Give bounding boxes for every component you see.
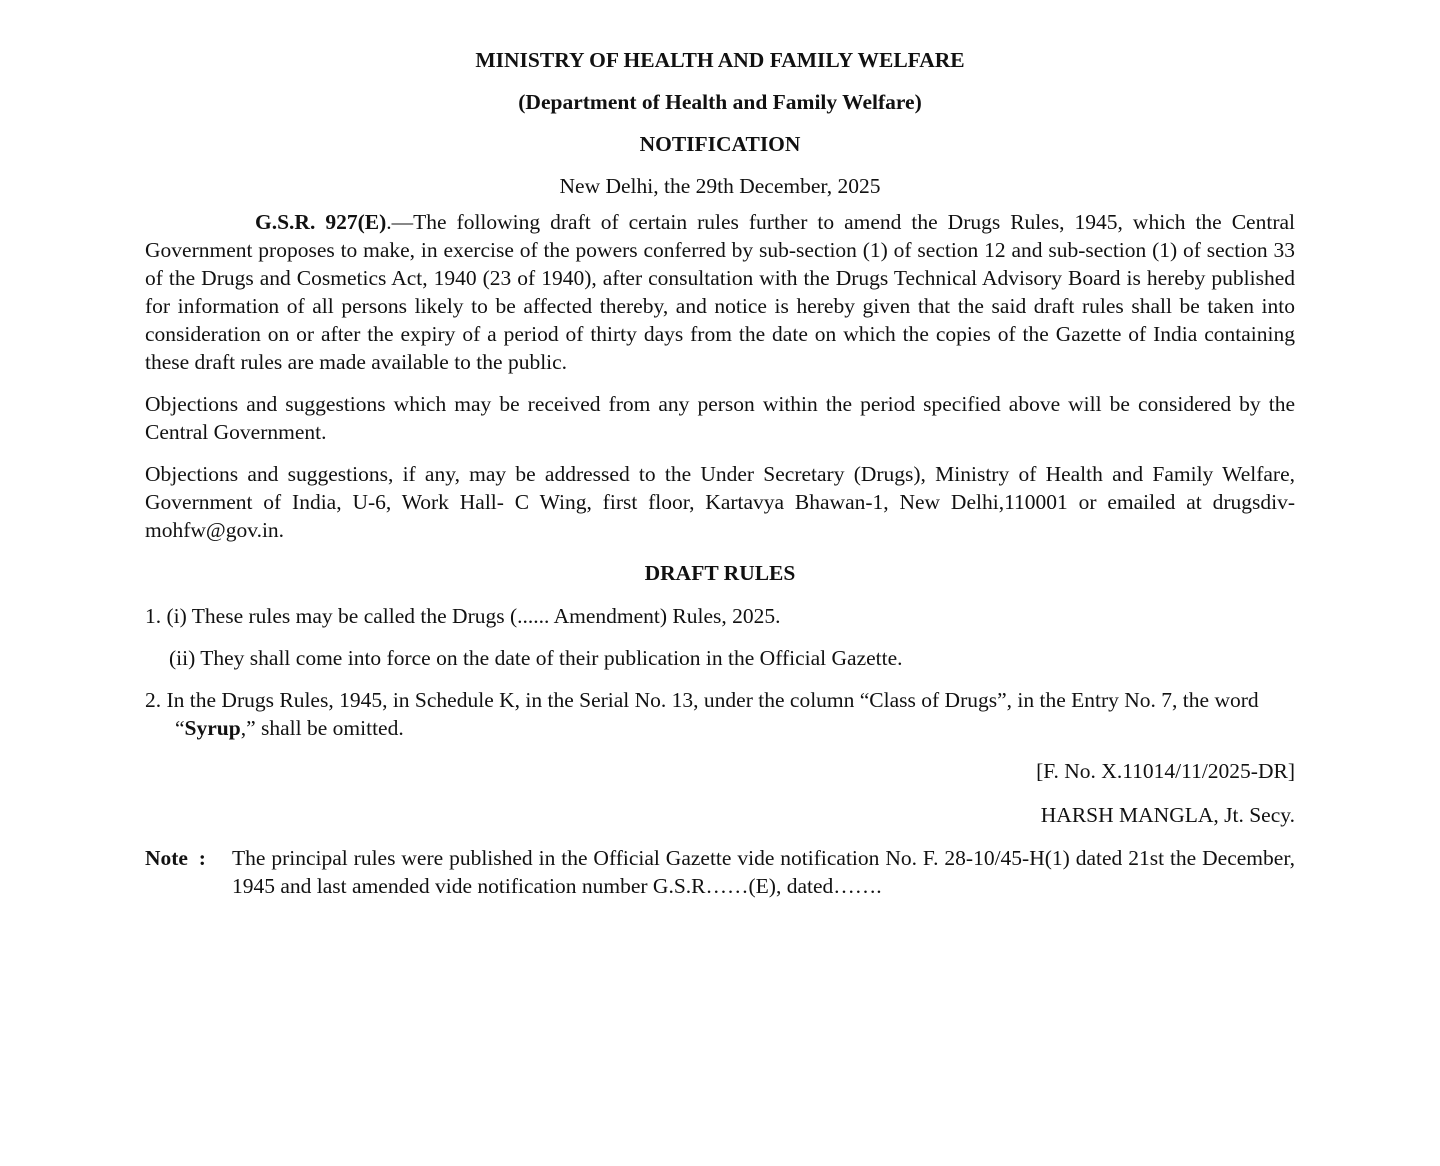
rule-2: [145, 686, 1295, 742]
rule-2-prefix: 2. In the Drugs Rules, 1945, in Schedule K, in the Serial No. 13, under the column “Class of Drugs”, in the Entry No. 7, the word “: [145, 688, 1259, 740]
file-number: [F. No. X.11014/11/2025-DR]: [1036, 759, 1295, 783]
ministry-heading: MINISTRY OF HEALTH AND FAMILY WELFARE: [475, 48, 965, 72]
gazette-notification-document: [145, 44, 1295, 900]
rule-1-i: 1. (i) These rules may be called the Drugs (...... Amendment) Rules, 2025.: [145, 604, 781, 628]
draft-rules-heading: DRAFT RULES: [644, 561, 796, 585]
signatory: HARSH MANGLA, Jt. Secy.: [1040, 803, 1295, 827]
note-text: The principal rules were published in the Official Gazette vide notification No. F. 28-10/45-H(1) dated 21st the December, 1945 and last amended vide notification number G.S.R……(E), dated…….: [232, 846, 1295, 898]
rule-2-suffix: ,” shall be omitted.: [240, 716, 404, 740]
address-paragraph: Objections and suggestions, if any, may be addressed to the Under Secretary (Drugs), Ministry of Health and Family Welfare, Government of India, U-6, Work Hall- C Wing, first floor, Kartavya Bhawan-1, New Delhi,110001 or emailed at drugsdiv-mohfw@gov.in.: [145, 462, 1295, 542]
place-date-line: New Delhi, the 29th December, 2025: [559, 174, 881, 198]
note-label: Note :: [145, 846, 206, 870]
objections-paragraph: Objections and suggestions which may be received from any person within the period specified above will be considered by the Central Government.: [145, 392, 1295, 444]
intro-paragraph-text: .—The following draft of certain rules further to amend the Drugs Rules, 1945, which the Central Government proposes to make, in exercise of the powers conferred by sub-section (1) of section 12 and sub-section (1) of section 33 of the Drugs and Cosmetics Act, 1940 (23 of 1940), after consultation with the Drugs Technical Advisory Board is hereby published for information of all persons likely to be affected thereby, and notice is hereby given that the said draft rules shall be taken into consideration on or after the expiry of a period of thirty days from the date on which the copies of the Gazette of India containing these draft rules are made available to the public.: [145, 210, 1296, 374]
department-heading: (Department of Health and Family Welfare): [518, 90, 922, 114]
gsr-number: G.S.R. 927(E): [255, 210, 387, 234]
intro-paragraph: [145, 208, 1295, 376]
rule-1-ii: (ii) They shall come into force on the date of their publication in the Official Gazette.: [169, 646, 903, 670]
rule-2-bold-word: Syrup: [184, 716, 241, 740]
note-block: [145, 844, 1295, 900]
notification-title: NOTIFICATION: [639, 132, 801, 156]
